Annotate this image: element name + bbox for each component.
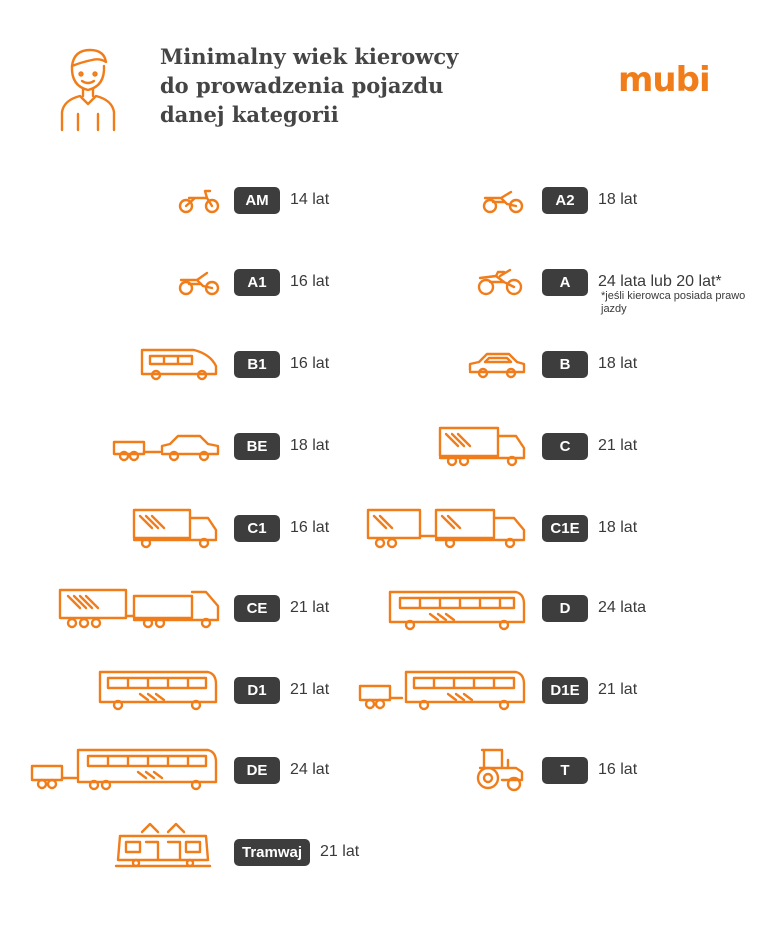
category-row-d1 <box>234 670 329 710</box>
category-badge: B1 <box>234 351 280 378</box>
title-line: danej kategorii <box>160 102 339 127</box>
category-row-b <box>542 344 637 384</box>
category-row-c1 <box>234 508 329 548</box>
category-badge: CE <box>234 595 280 622</box>
category-badge: A <box>542 269 588 296</box>
category-age: 21 lat <box>320 843 360 860</box>
category-age: 18 lat <box>598 519 638 536</box>
motorcycle-icon <box>481 188 525 214</box>
category-row-d <box>542 588 646 628</box>
category-badge: A2 <box>542 187 588 214</box>
category-row-c <box>542 426 637 466</box>
mubi-logo: mubi <box>618 60 710 100</box>
category-age: 24 lata lub 20 lat* <box>598 273 722 290</box>
car-icon <box>467 350 527 380</box>
category-badge: D <box>542 595 588 622</box>
category-badge: Tramwaj <box>234 839 310 866</box>
category-badge: A1 <box>234 269 280 296</box>
truck-icon <box>436 424 528 468</box>
heavy-motorcycle-icon <box>476 266 524 296</box>
category-badge: D1E <box>542 677 588 704</box>
driver-person-icon <box>56 44 120 134</box>
small-truck-with-trailer-icon <box>364 506 528 550</box>
category-age: 24 lat <box>290 761 330 778</box>
page-title <box>160 42 458 129</box>
category-row-tramwaj <box>234 832 359 872</box>
category-badge: T <box>542 757 588 784</box>
category-age: 18 lat <box>598 355 638 372</box>
small-bus-icon <box>96 666 220 714</box>
category-badge: C1E <box>542 515 588 542</box>
small-bus-with-trailer-icon <box>356 666 528 714</box>
category-row-de <box>234 750 329 790</box>
category-age: 16 lat <box>290 355 330 372</box>
category-row-c1e <box>542 508 637 548</box>
category-badge: B <box>542 351 588 378</box>
category-age: 16 lat <box>598 761 638 778</box>
category-a-footnote: *jeśli kierowca posiada prawo jazdy <box>601 290 746 315</box>
category-row-be <box>234 426 329 466</box>
category-age: 18 lat <box>290 437 330 454</box>
tractor-icon <box>472 746 526 792</box>
category-badge: C1 <box>234 515 280 542</box>
tram-icon <box>114 820 212 870</box>
category-badge: AM <box>234 187 280 214</box>
category-badge: BE <box>234 433 280 460</box>
category-badge: C <box>542 433 588 460</box>
category-age: 21 lat <box>290 599 330 616</box>
small-truck-icon <box>130 506 220 550</box>
category-age: 21 lat <box>598 681 638 698</box>
title-line: Minimalny wiek kierowcy <box>160 44 459 69</box>
category-age: 24 lata <box>598 599 647 616</box>
minibus-icon <box>138 346 220 382</box>
car-with-trailer-icon <box>110 430 222 464</box>
category-row-a1 <box>234 262 329 302</box>
category-badge: DE <box>234 757 280 784</box>
category-age: 21 lat <box>598 437 638 454</box>
moped-icon <box>177 188 221 214</box>
category-row-a2 <box>542 180 637 220</box>
category-row-am <box>234 180 329 220</box>
category-row-b1 <box>234 344 329 384</box>
category-age: 21 lat <box>290 681 330 698</box>
bus-with-trailer-icon <box>28 744 220 794</box>
light-motorcycle-icon <box>177 268 221 296</box>
title-line: do prowadzenia pojazdu <box>160 73 444 98</box>
category-age: 18 lat <box>598 191 638 208</box>
category-row-d1e <box>542 670 637 710</box>
category-badge: D1 <box>234 677 280 704</box>
truck-with-trailer-icon <box>56 586 222 630</box>
category-age: 16 lat <box>290 273 330 290</box>
category-row-ce <box>234 588 329 628</box>
bus-icon <box>386 586 528 634</box>
category-age: 16 lat <box>290 519 330 536</box>
category-row-t <box>542 750 637 790</box>
category-age: 14 lat <box>290 191 330 208</box>
